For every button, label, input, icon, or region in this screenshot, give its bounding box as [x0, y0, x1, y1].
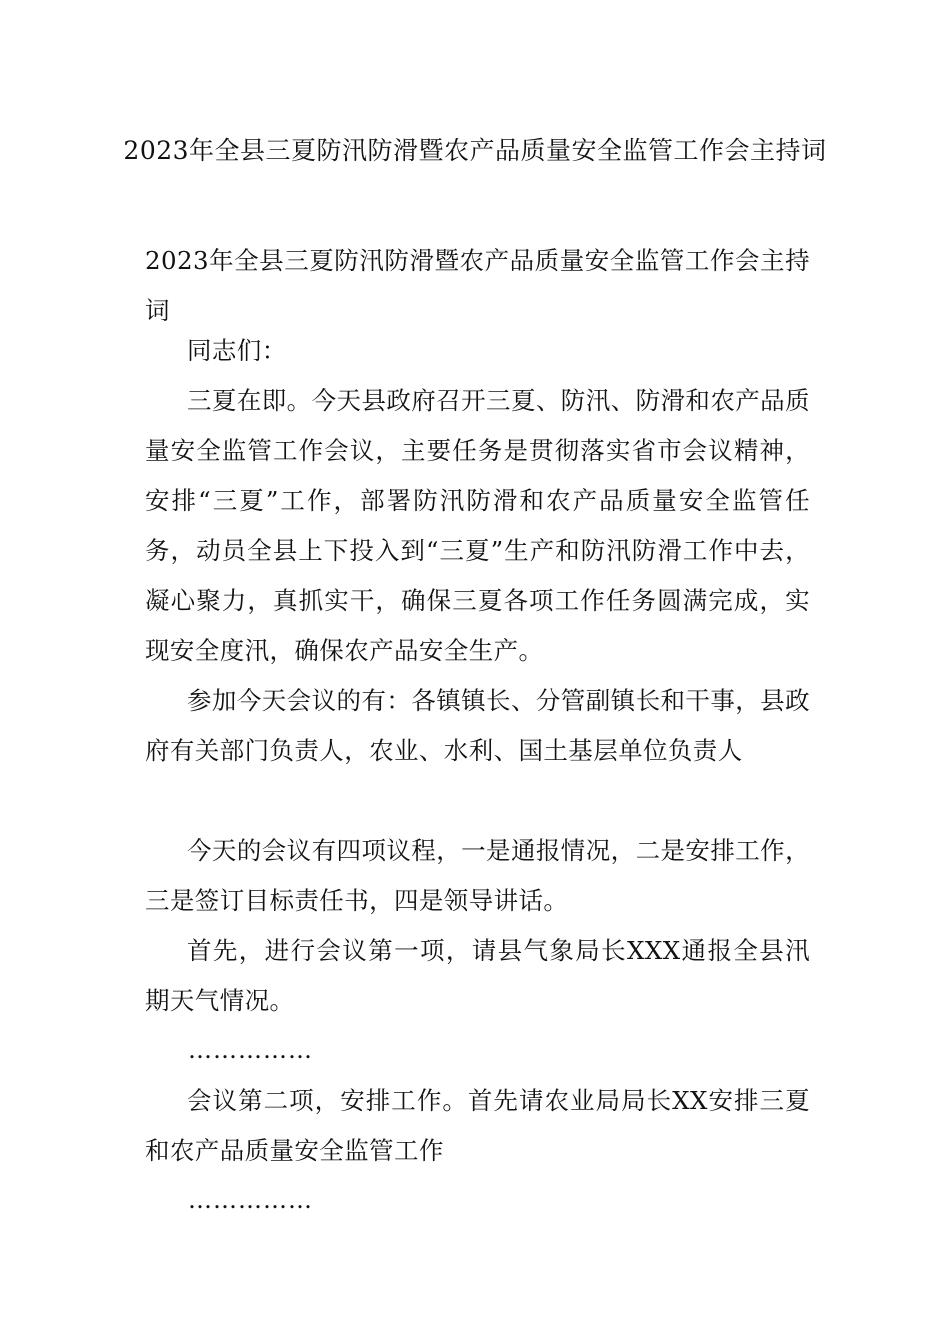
- ellipsis-separator-1: ……………: [188, 1036, 313, 1064]
- ellipsis-separator-2: ……………: [188, 1186, 313, 1214]
- paragraph-agenda: 今天的会议有四项议程，一是通报情况，二是安排工作，三是签订目标责任书，四是领导讲话。: [145, 836, 810, 915]
- document-title: 2023年全县三夏防汛防滑暨农产品质量安全监管工作会主持词: [123, 136, 827, 165]
- paragraph-intro: 三夏在即。今天县政府召开三夏、防汛、防滑和农产品质量安全监管工作会议，主要任务是贯彻落实省市会议精神，安排“三夏”工作，部署防汛防滑和农产品质量安全监管任务，动员全县上下投入到“三夏”生产和防汛防滑工作中去，凝心聚力，真抓实干，确保三夏各项工作任务圆满完成，实现安全度汛，确保农产品安全生产。: [145, 386, 810, 665]
- paragraph-item-one: 首先，进行会议第一项，请县气象局长XXX通报全县汛期天气情况。: [145, 936, 810, 1015]
- greeting: 同志们：: [187, 336, 287, 365]
- paragraph-attendees: 参加今天会议的有：各镇镇长、分管副镇长和干事，县政府有关部门负责人，农业、水利、国土基层单位负责人: [145, 686, 810, 765]
- paragraph-item-two: 会议第二项，安排工作。首先请农业局局长XX安排三夏和农产品质量安全监管工作: [145, 1086, 810, 1165]
- document-subtitle: 2023年全县三夏防汛防滑暨农产品质量安全监管工作会主持词: [145, 246, 810, 325]
